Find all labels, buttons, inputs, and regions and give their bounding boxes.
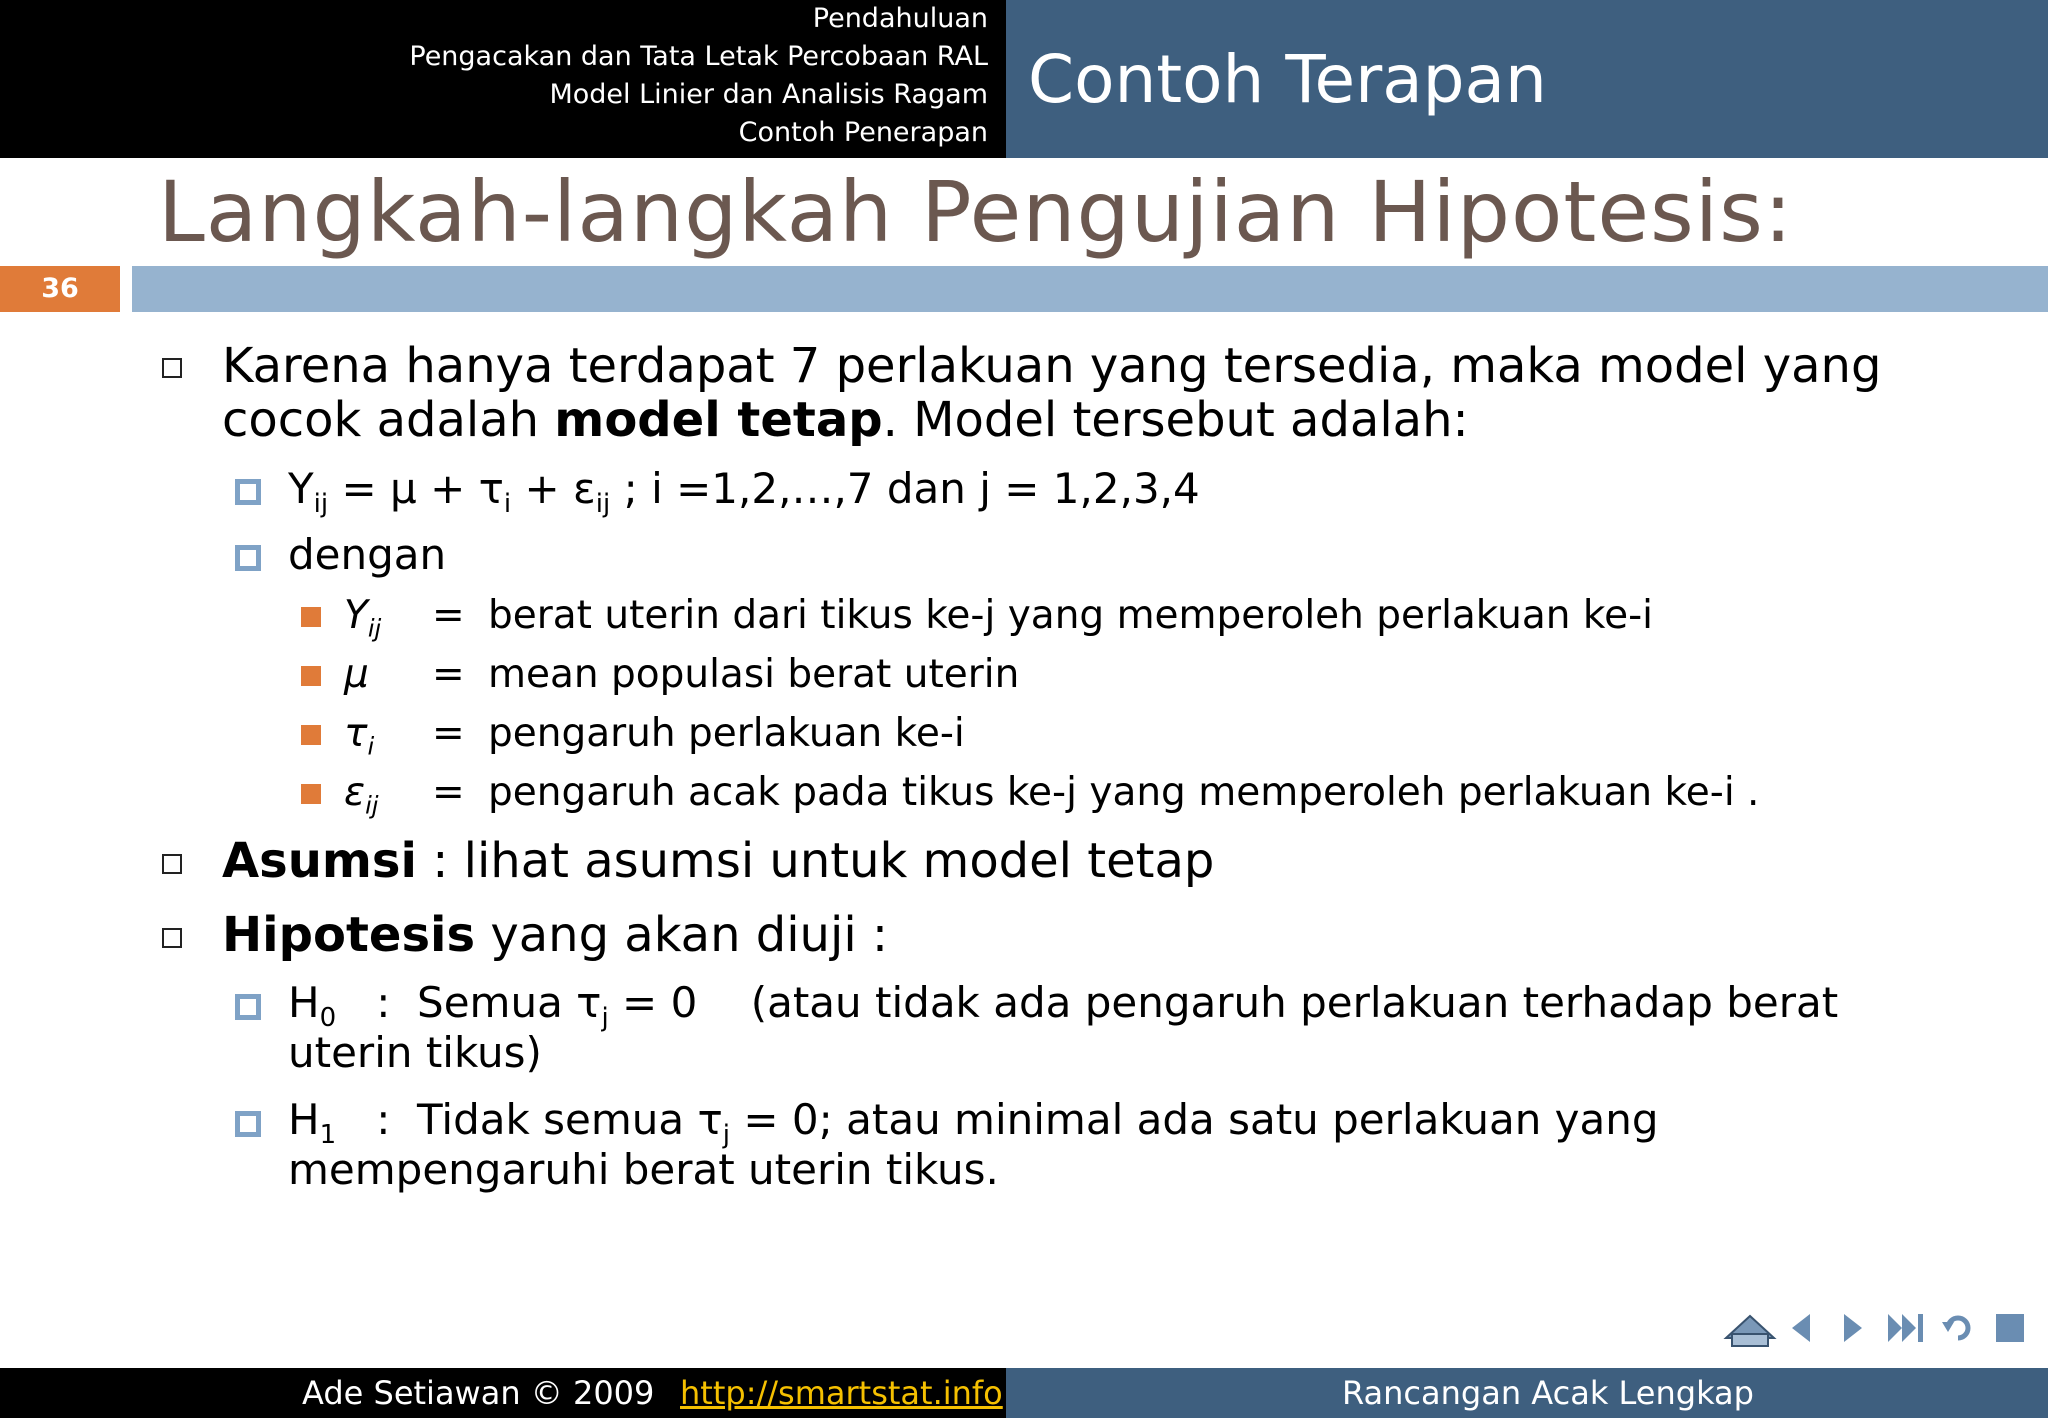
def-equals: = — [432, 711, 465, 756]
footer-left — [0, 1368, 1006, 1418]
nav-item-pengacakan[interactable]: Pengacakan dan Tata Letak Percobaan RAL — [409, 41, 988, 72]
bullet-square-icon — [162, 928, 182, 948]
nav-item-model-linier[interactable]: Model Linier dan Analisis Ragam — [549, 79, 988, 110]
section-nav — [409, 0, 988, 152]
bullet-filled-square-icon — [301, 666, 321, 686]
return-icon[interactable] — [1940, 1308, 1976, 1348]
h1-line2: mempengaruhi berat uterin tikus. — [288, 1145, 999, 1194]
footer-author: Ade Setiawan © 2009 — [302, 1374, 655, 1412]
def-description: pengaruh acak pada tikus ke-j yang memperoleh perlakuan ke-i . — [488, 770, 1760, 815]
bullet-filled-square-icon — [301, 725, 321, 745]
def-description: pengaruh perlakuan ke-i — [488, 711, 965, 756]
def-symbol: $Y_{ij}$ — [344, 593, 382, 643]
title-divider — [132, 266, 2048, 312]
next-icon[interactable] — [1838, 1308, 1868, 1348]
bullet-filled-square-icon — [301, 607, 321, 627]
slide-title: Langkah-langkah Pengujian Hipotesis: — [158, 163, 1794, 261]
def-equals: = — [432, 770, 465, 815]
def-description: berat uterin dari tikus ke-j yang memperoleh perlakuan ke-i — [488, 593, 1654, 638]
model-equation: $Y_{ij} = \mu + \tau_i + \varepsilon_{ij}$ ; i =1,2,…,7 dan j = 1,2,3,4 — [288, 464, 1200, 520]
def-equals: = — [432, 652, 465, 697]
bullet-hollow-square-icon — [235, 1111, 261, 1137]
footer-url-link[interactable]: http://smartstat.info — [680, 1374, 1003, 1412]
last-icon[interactable] — [1886, 1308, 1926, 1348]
footer-right — [1006, 1368, 2048, 1418]
nav-item-contoh-penerapan[interactable]: Contoh Penerapan — [738, 117, 988, 148]
bullet-hollow-square-icon — [235, 994, 261, 1020]
def-description: mean populasi berat uterin — [488, 652, 1020, 697]
h1-line1: $H_1$ : Tidak semua $\tau_j = 0$; atau minimal ada satu perlakuan yang — [288, 1095, 1659, 1151]
home-icon[interactable] — [1722, 1308, 1778, 1348]
asumsi-line: Asumsi : lihat asumsi untuk model tetap — [222, 833, 1215, 889]
paragraph-model-line2: cocok adalah model tetap. Model tersebut adalah: — [222, 392, 1469, 448]
page-number-badge: 36 — [0, 266, 120, 312]
header-nav-panel — [0, 0, 1006, 158]
hipotesis-line: Hipotesis yang akan diuji : — [222, 907, 889, 963]
def-equals: = — [432, 593, 465, 638]
header-section-panel — [1006, 0, 2048, 158]
h0-line1: $H_0$ : Semua $\tau_j = 0$ (atau tidak ada pengaruh perlakuan terhadap berat — [288, 978, 1839, 1034]
bullet-hollow-square-icon — [235, 545, 261, 571]
bullet-square-icon — [162, 358, 182, 378]
def-symbol: μ — [344, 652, 369, 697]
model-tetap-text: model tetap — [554, 392, 883, 448]
nav-item-pendahuluan[interactable]: Pendahuluan — [812, 3, 988, 34]
section-title: Contoh Terapan — [1028, 41, 1547, 118]
previous-icon[interactable] — [1786, 1308, 1816, 1348]
footer-course-title: Rancangan Acak Lengkap — [1342, 1374, 1754, 1412]
def-symbol: $\varepsilon_{ij}$ — [344, 770, 379, 820]
paragraph-model-line1: Karena hanya terdapat 7 perlakuan yang tersedia, maka model yang — [222, 338, 1882, 394]
stop-icon[interactable] — [1992, 1308, 2028, 1348]
bullet-square-icon — [162, 854, 182, 874]
dengan-label: dengan — [288, 530, 447, 579]
bullet-hollow-square-icon — [235, 479, 261, 505]
h0-line2: uterin tikus) — [288, 1028, 542, 1077]
bullet-filled-square-icon — [301, 784, 321, 804]
def-symbol: $\tau_i$ — [344, 711, 375, 761]
